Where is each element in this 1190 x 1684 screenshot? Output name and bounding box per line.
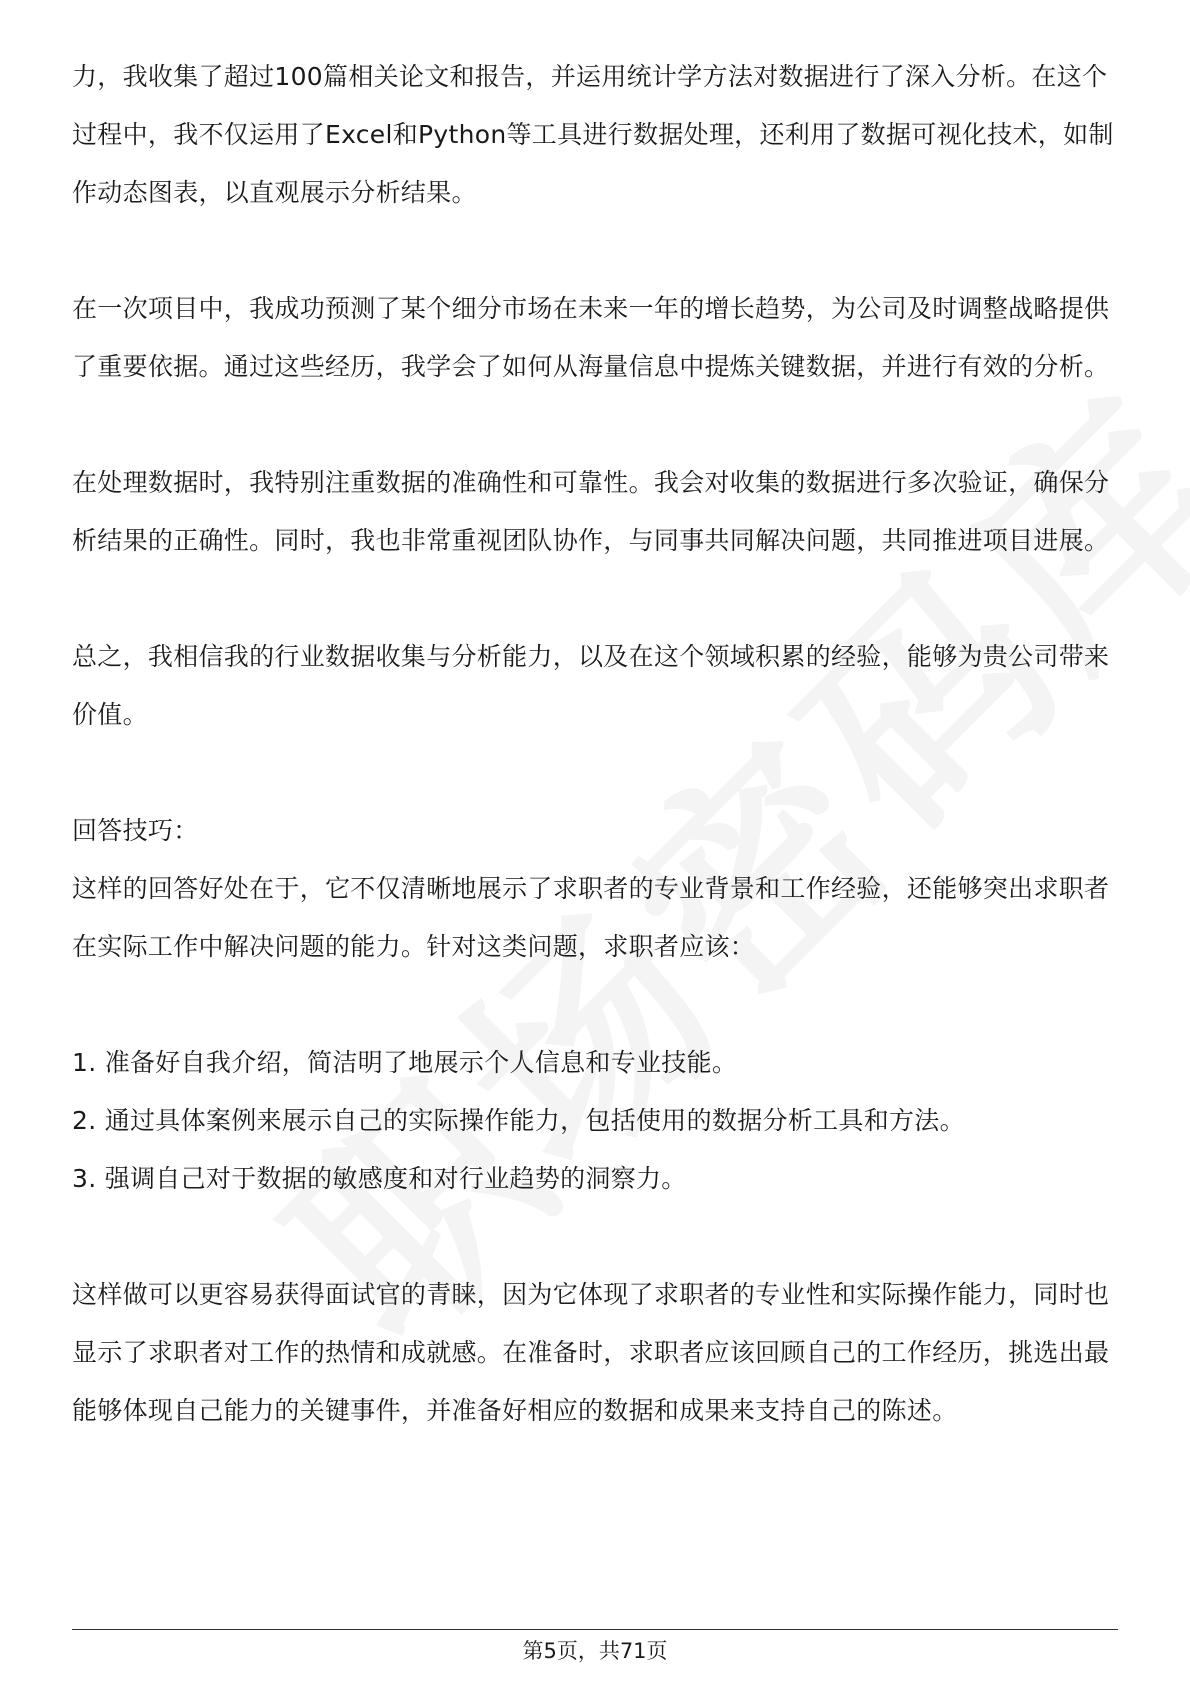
tips-list bbox=[72, 1034, 1118, 1208]
list-item: 2. 通过具体案例来展示自己的实际操作能力，包括使用的数据分析工具和方法。 bbox=[72, 1106, 965, 1135]
closing-paragraph: 这样做可以更容易获得面试官的青睐，因为它体现了求职者的专业性和实际操作能力，同时也显示了求职者对工作的热情和成就感。在准备时，求职者应该回顾自己的工作经历，挑选出最能够体现自己能力的关键事件，并准备好相应的数据和成果来支持自己的陈述。 bbox=[72, 1280, 1110, 1425]
tips-heading: 回答技巧： bbox=[72, 816, 199, 845]
paragraph-2: 在一次项目中，我成功预测了某个细分市场在未来一年的增长趋势，为公司及时调整战略提供了重要依据。通过这些经历，我学会了如何从海量信息中提炼关键数据，并进行有效的分析。 bbox=[72, 294, 1110, 381]
paragraph-1: 力，我收集了超过100篇相关论文和报告，并运用统计学方法对数据进行了深入分析。在这个过程中，我不仅运用了Excel和Python等工具进行数据处理，还利用了数据可视化技术，如制作动态图表，以直观展示分析结果。 bbox=[72, 62, 1114, 207]
list-item: 1. 准备好自我介绍，简洁明了地展示个人信息和专业技能。 bbox=[72, 1048, 738, 1077]
page-number: 第5页，共71页 bbox=[522, 1639, 668, 1663]
paragraph-4: 总之，我相信我的行业数据收集与分析能力，以及在这个领域积累的经验，能够为贵公司带来价值。 bbox=[72, 642, 1110, 729]
document-body bbox=[72, 48, 1118, 1440]
list-item: 3. 强调自己对于数据的敏感度和对行业趋势的洞察力。 bbox=[72, 1164, 687, 1193]
paragraph-3: 在处理数据时，我特别注重数据的准确性和可靠性。我会对收集的数据进行多次验证，确保分析结果的正确性。同时，我也非常重视团队协作，与同事共同解决问题，共同推进项目进展。 bbox=[72, 468, 1110, 555]
footer-divider bbox=[72, 1629, 1118, 1630]
tips-intro: 这样的回答好处在于，它不仅清晰地展示了求职者的专业背景和工作经验，还能够突出求职者在实际工作中解决问题的能力。针对这类问题，求职者应该： bbox=[72, 874, 1110, 961]
